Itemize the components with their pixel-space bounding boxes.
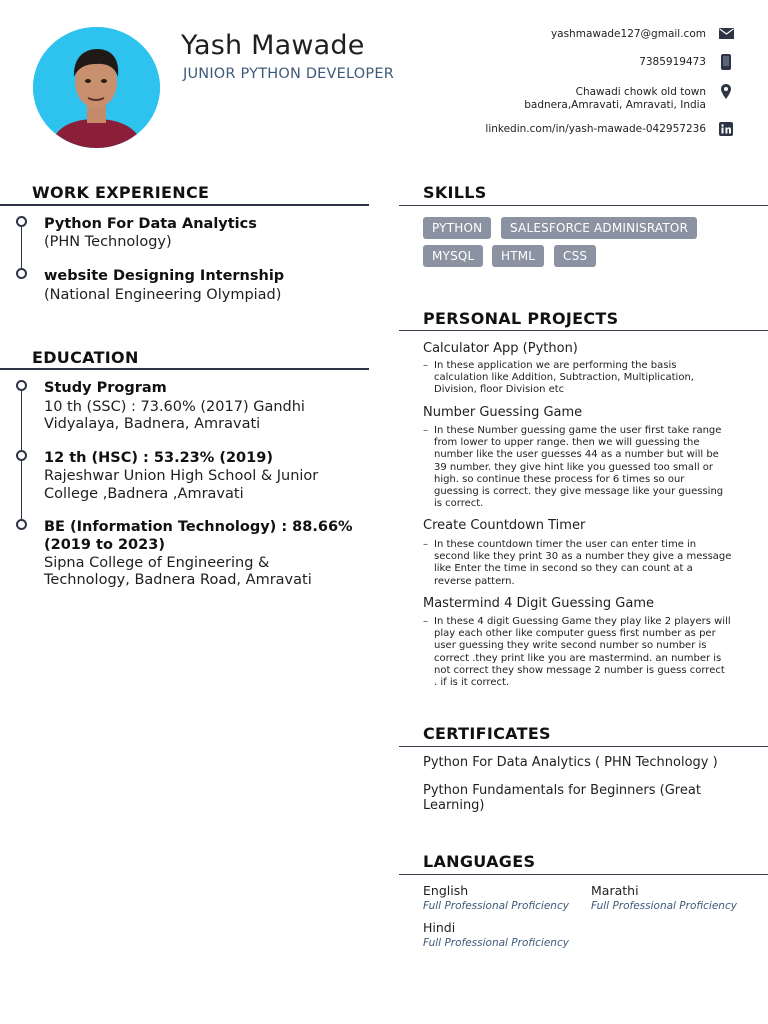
project-line: high. so continue these process for 6 times so our [434,473,685,485]
education-item-detail: Technology, Badnera Road, Amravati [44,572,312,588]
project-description [434,616,744,689]
location-pin-icon [721,84,731,99]
bullet-dash: – [423,425,428,436]
work-item-org: (National Engineering Olympiad) [44,287,282,303]
certificate-line: Learning) [423,798,485,813]
timeline-dot [16,216,27,227]
education-item-detail: Rajeshwar Union High School & Junior [44,468,319,484]
candidate-name: Yash Mawade [181,30,365,61]
project-description [434,360,744,397]
skill-tag: MYSQL [423,245,483,267]
project-line: from lower to upper range. then we will guessing the [434,437,700,449]
education-heading: EDUCATION [32,348,139,367]
certificate-line: Python For Data Analytics ( PHN Technology ) [423,755,718,770]
linkedin-icon [719,122,733,136]
section-divider [399,330,768,331]
project-line: correct .they print like you are mastermind. an number is [434,652,722,664]
work-item-title: Python For Data Analytics [44,216,257,232]
project-line: not correct they show message 2 number is guess correct [434,664,725,676]
project-title: Mastermind 4 Digit Guessing Game [423,596,654,611]
certificates-heading: CERTIFICATES [423,724,551,743]
project-line: In these application we are performing the basis [434,360,677,371]
education-item-detail: College ,Badnera ,Amravati [44,486,244,502]
skill-tag: SALESFORCE ADMINISRATOR [501,217,697,239]
education-item-detail: Sipna College of Engineering & [44,555,270,571]
address-line-2: badnera,Amravati, Amravati, India [524,99,706,111]
project-line: user guessing they write second number so number is [434,640,707,652]
work-item-org: (PHN Technology) [44,234,172,250]
profile-photo [33,27,160,148]
project-line: In these Number guessing game the user first take range [434,425,722,436]
timeline-dot [16,450,27,461]
project-line: second like they print 30 as a number they give a message [434,551,732,563]
linkedin-link[interactable]: linkedin.com/in/yash-mawade-042957236 [485,123,706,135]
project-description [434,539,744,588]
section-divider [399,205,768,206]
language-name: Hindi [423,920,456,935]
timeline-dot [16,380,27,391]
section-divider [399,874,768,875]
project-line: like Enter the time in second so they can count at a [434,563,693,575]
language-name: Marathi [591,883,639,898]
project-line: is correct. [434,498,484,510]
job-title: JUNIOR PYTHON DEVELOPER [183,66,394,82]
skill-tag: PYTHON [423,217,491,239]
phone-icon [721,54,731,70]
language-name: English [423,883,469,898]
skills-heading: SKILLS [423,183,487,202]
education-item-detail: 10 th (SSC) : 73.60% (2017) Gandhi [44,399,305,415]
timeline-line [21,224,22,274]
language-level: Full Professional Proficiency [423,937,569,949]
education-item-title: Study Program [44,380,167,396]
section-divider [399,746,768,747]
project-line: 39 number. they give hint like you guessed too small or [434,461,713,473]
education-item-detail: Vidyalaya, Badnera, Amravati [44,416,261,432]
email-link[interactable]: yashmawade127@gmail.com [550,28,706,40]
project-description [434,425,744,510]
education-item-title: 12 th (HSC) : 53.23% (2019) [44,450,273,466]
skill-tag: CSS [554,245,596,267]
project-title: Create Countdown Timer [423,518,586,533]
projects-heading: PERSONAL PROJECTS [423,309,619,328]
project-line: reverse pattern. [434,575,515,587]
project-title: Number Guessing Game [423,405,583,420]
bullet-dash: – [423,539,428,550]
project-line: Division, floor Division etc [434,384,565,396]
person-portrait-icon [33,27,160,148]
language-level: Full Professional Proficiency [423,900,569,912]
project-line: play each other like computer guess first number as per [434,628,716,640]
certificate-item [423,755,743,770]
education-item-title: (2019 to 2023) [44,537,165,553]
project-title: Calculator App (Python) [423,341,578,356]
project-line: calculation like Addition, Subtraction, Multiplication, [434,372,694,384]
skill-tag: HTML [492,245,544,267]
project-line: . if is it correct. [434,677,510,689]
education-item-title: BE (Information Technology) : 88.66% [44,519,353,535]
project-line: In these countdown timer the user can enter time in [434,539,697,550]
project-line: number like the user guesses 44 as a number but will be [434,449,719,461]
envelope-icon [719,28,734,39]
work-experience-heading: WORK EXPERIENCE [32,183,210,202]
languages-heading: LANGUAGES [423,852,536,871]
section-divider [0,204,369,206]
address-line-1: Chawadi chowk old town [575,86,706,98]
certificate-line: Python Fundamentals for Beginners (Great [423,783,701,798]
project-line: In these 4 digit Guessing Game they play like 2 players will [434,616,731,627]
certificate-item [423,783,743,813]
work-item-title: website Designing Internship [44,268,285,284]
timeline-dot [16,519,27,530]
bullet-dash: – [423,616,428,627]
bullet-dash: – [423,360,428,371]
language-level: Full Professional Proficiency [591,900,737,912]
timeline-dot [16,268,27,279]
project-line: guessing is correct. they give message like your guessing [434,486,724,498]
phone-number[interactable]: 7385919473 [639,56,706,68]
section-divider [0,368,369,370]
